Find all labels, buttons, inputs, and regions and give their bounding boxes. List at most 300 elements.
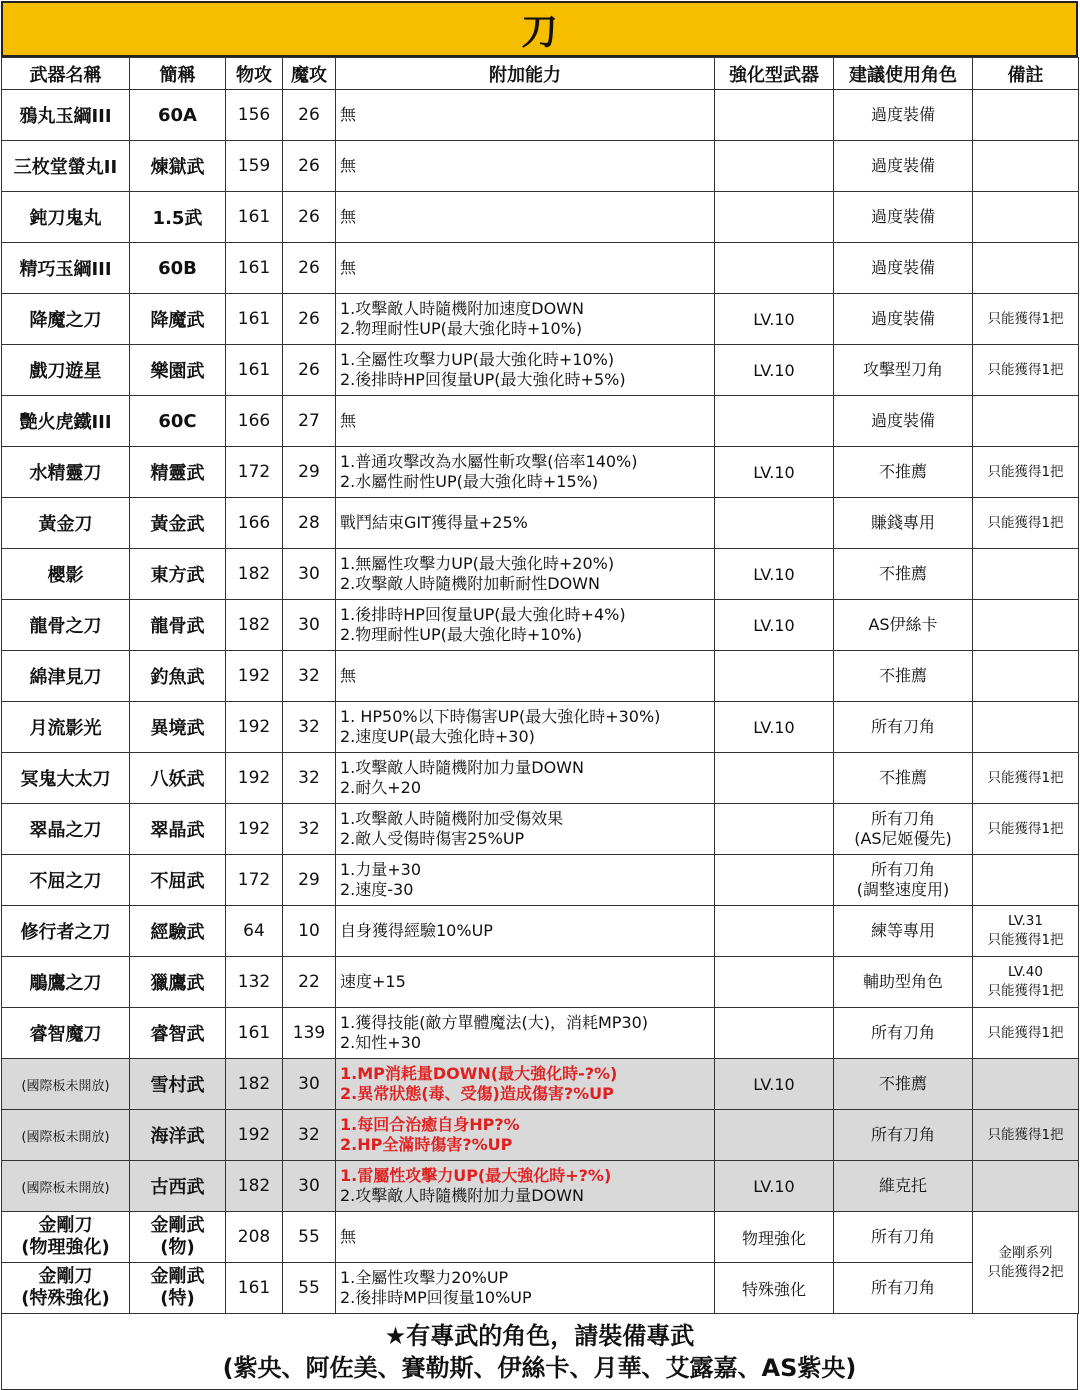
weapon-name: 鈍刀鬼丸	[29, 208, 102, 229]
magic-attack-cell: 30	[283, 549, 336, 600]
table-row	[2, 1110, 1079, 1161]
recommended-role: 過度裝備	[870, 105, 935, 124]
table-row	[2, 753, 1079, 804]
ability-line: 無	[340, 156, 357, 175]
ability-line: 2.速度UP(最大強化時+30)	[340, 727, 535, 746]
magic-attack-cell: 10	[283, 906, 336, 957]
weapon-name-cell	[2, 1161, 130, 1212]
recommended-role-cell	[834, 1008, 973, 1059]
enhance-type-cell: LV.10	[715, 702, 834, 753]
weapon-table	[1, 57, 1079, 1314]
table-row	[2, 855, 1079, 906]
table-row	[2, 957, 1079, 1008]
enhance-type-cell	[715, 753, 834, 804]
ability-cell	[336, 855, 715, 906]
magic-attack-cell: 28	[283, 498, 336, 549]
header-recommended-role: 建議使用角色	[834, 58, 973, 90]
recommended-role-cell	[834, 141, 973, 192]
recommended-role: AS伊絲卡	[868, 615, 938, 634]
recommended-role-cell	[834, 855, 973, 906]
abbreviation-cell	[130, 345, 226, 396]
ability-line: 1.MP消耗量DOWN(最大強化時-?%)	[340, 1064, 618, 1083]
ability-cell	[336, 1059, 715, 1110]
header-ability: 附加能力	[336, 58, 715, 90]
weapon-name-cell	[2, 1059, 130, 1110]
recommended-role-cell	[834, 906, 973, 957]
weapon-name: 櫻影	[47, 565, 84, 586]
weapon-name: (物理強化)	[21, 1237, 110, 1258]
ability-cell	[336, 600, 715, 651]
weapon-name: 鴉丸玉綱III	[19, 106, 112, 127]
note-cell	[973, 1212, 1079, 1314]
physical-attack-cell: 161	[226, 294, 283, 345]
weapon-name-cell	[2, 906, 130, 957]
table-row	[2, 600, 1079, 651]
ability-line: 1.攻擊敵人時隨機附加受傷效果	[340, 809, 564, 828]
ability-cell	[336, 1263, 715, 1314]
weapon-name-cell	[2, 396, 130, 447]
recommended-role: 過度裝備	[870, 207, 935, 226]
recommended-role: 所有刀角	[870, 809, 935, 828]
enhance-type-cell: LV.10	[715, 294, 834, 345]
magic-attack-cell: 22	[283, 957, 336, 1008]
weapon-name: 睿智魔刀	[29, 1024, 102, 1045]
physical-attack-cell: 159	[226, 141, 283, 192]
ability-line: 無	[340, 105, 357, 124]
abbreviation: (特)	[160, 1288, 195, 1309]
footer-line-1: ★有專武的角色，請裝備專武	[384, 1321, 695, 1350]
physical-attack-cell: 166	[226, 498, 283, 549]
physical-attack-cell: 182	[226, 549, 283, 600]
enhance-type-cell: LV.10	[715, 1059, 834, 1110]
table-row	[2, 498, 1079, 549]
weapon-name: 龍骨之刀	[29, 616, 102, 637]
abbreviation-cell	[130, 1263, 226, 1314]
ability-line: 2.物理耐性UP(最大強化時+10%)	[340, 625, 583, 644]
physical-attack-cell: 156	[226, 90, 283, 141]
abbreviation: 獵鷹武	[150, 973, 205, 994]
magic-attack-cell: 26	[283, 294, 336, 345]
recommended-role: 維克托	[878, 1176, 927, 1195]
ability-cell	[336, 702, 715, 753]
recommended-role-cell	[834, 396, 973, 447]
abbreviation-cell	[130, 243, 226, 294]
recommended-role: 過度裝備	[870, 258, 935, 277]
note-cell	[973, 1008, 1079, 1059]
ability-line: 無	[340, 207, 357, 226]
note-line: 只能獲得1把	[987, 1024, 1064, 1041]
enhance-type-cell	[715, 651, 834, 702]
abbreviation-cell	[130, 1110, 226, 1161]
magic-attack-cell: 55	[283, 1263, 336, 1314]
table-row	[2, 141, 1079, 192]
physical-attack-cell: 172	[226, 855, 283, 906]
enhance-type-cell	[715, 243, 834, 294]
ability-line: 1. HP50%以下時傷害UP(最大強化時+30%)	[340, 707, 661, 726]
recommended-role-cell	[834, 1161, 973, 1212]
physical-attack-cell: 192	[226, 702, 283, 753]
physical-attack-cell: 161	[226, 243, 283, 294]
recommended-role: 攻擊型刀角	[862, 360, 943, 379]
abbreviation-cell	[130, 396, 226, 447]
ability-cell	[336, 141, 715, 192]
abbreviation-cell	[130, 549, 226, 600]
table-row	[2, 294, 1079, 345]
abbreviation: 睿智武	[150, 1024, 205, 1045]
abbreviation-cell	[130, 957, 226, 1008]
weapon-name-cell	[2, 192, 130, 243]
ability-line: 速度+15	[340, 972, 406, 991]
abbreviation-cell	[130, 498, 226, 549]
note-line: 只能獲得1把	[987, 310, 1064, 327]
ability-line: 2.攻擊敵人時隨機附加力量DOWN	[340, 1186, 584, 1205]
abbreviation: 60C	[158, 410, 197, 432]
ability-line: 2.知性+30	[340, 1033, 422, 1052]
magic-attack-cell: 29	[283, 447, 336, 498]
note-cell	[973, 345, 1079, 396]
enhance-type-cell	[715, 855, 834, 906]
weapon-name: 不屈之刀	[29, 871, 102, 892]
weapon-name-cell	[2, 498, 130, 549]
abbreviation-cell	[130, 753, 226, 804]
weapon-name-cell	[2, 447, 130, 498]
note-cell	[973, 600, 1079, 651]
physical-attack-cell: 132	[226, 957, 283, 1008]
weapon-name-cell	[2, 600, 130, 651]
recommended-role: 賺錢專用	[870, 513, 935, 532]
recommended-role-cell	[834, 447, 973, 498]
weapon-name: (國際板未開放)	[21, 1129, 110, 1145]
weapon-name: 冥鬼大太刀	[20, 769, 111, 790]
abbreviation: 金剛武	[150, 1266, 205, 1287]
weapon-name: 金剛刀	[38, 1266, 93, 1287]
abbreviation: 古西武	[150, 1177, 205, 1198]
abbreviation: 60A	[158, 104, 197, 126]
abbreviation-cell	[130, 1008, 226, 1059]
weapon-name: 鵰鷹之刀	[29, 973, 102, 994]
weapon-name-cell	[2, 855, 130, 906]
ability-line: 1.獲得技能(敵方單體魔法(大)，消耗MP30)	[340, 1013, 649, 1032]
abbreviation-cell	[130, 1161, 226, 1212]
note-cell	[973, 396, 1079, 447]
note-cell	[973, 294, 1079, 345]
ability-line: 無	[340, 258, 357, 277]
weapon-name: (國際板未開放)	[21, 1078, 110, 1094]
recommended-role-cell	[834, 600, 973, 651]
magic-attack-cell: 26	[283, 192, 336, 243]
table-row	[2, 90, 1079, 141]
weapon-name: (特殊強化)	[21, 1288, 110, 1309]
physical-attack-cell: 192	[226, 651, 283, 702]
recommended-role: 所有刀角	[870, 860, 935, 879]
enhance-type-cell	[715, 1110, 834, 1161]
enhance-type-cell	[715, 141, 834, 192]
ability-cell	[336, 1110, 715, 1161]
physical-attack-cell: 182	[226, 1161, 283, 1212]
physical-attack-cell: 161	[226, 1263, 283, 1314]
recommended-role-cell	[834, 1059, 973, 1110]
table-row	[2, 447, 1079, 498]
ability-line: 自身獲得經驗10%UP	[340, 921, 493, 940]
note-cell	[973, 957, 1079, 1008]
note-line: 只能獲得1把	[987, 932, 1064, 948]
recommended-role: 所有刀角	[870, 1227, 935, 1246]
abbreviation: 樂園武	[150, 361, 205, 382]
magic-attack-cell: 30	[283, 1161, 336, 1212]
table-row	[2, 1212, 1079, 1263]
note-cell	[973, 1161, 1079, 1212]
note-cell	[973, 1059, 1079, 1110]
ability-line: 2.後排時MP回復量10%UP	[340, 1288, 532, 1307]
ability-cell	[336, 753, 715, 804]
ability-cell	[336, 90, 715, 141]
note-line: 只能獲得1把	[987, 1126, 1064, 1143]
magic-attack-cell: 32	[283, 1110, 336, 1161]
note-line: 只能獲得1把	[987, 769, 1064, 786]
note-line: 只能獲得2把	[987, 1263, 1064, 1280]
physical-attack-cell: 208	[226, 1212, 283, 1263]
magic-attack-cell: 30	[283, 600, 336, 651]
enhance-type-cell	[715, 906, 834, 957]
ability-cell	[336, 1161, 715, 1212]
enhance-type-cell	[715, 804, 834, 855]
footer-note	[1, 1314, 1078, 1390]
abbreviation: 黃金武	[150, 514, 205, 535]
recommended-role-cell	[834, 192, 973, 243]
abbreviation: 經驗武	[150, 922, 205, 943]
weapon-name-cell	[2, 702, 130, 753]
physical-attack-cell: 166	[226, 396, 283, 447]
ability-cell	[336, 345, 715, 396]
enhance-type-cell: LV.10	[715, 600, 834, 651]
note-line: 只能獲得1把	[987, 361, 1064, 378]
recommended-role-cell	[834, 651, 973, 702]
recommended-role: 所有刀角	[870, 717, 935, 736]
enhance-type-cell: LV.10	[715, 345, 834, 396]
recommended-role-cell	[834, 957, 973, 1008]
recommended-role-cell	[834, 294, 973, 345]
weapon-name: (國際板未開放)	[21, 1180, 110, 1196]
abbreviation-cell	[130, 1059, 226, 1110]
note-cell	[973, 243, 1079, 294]
ability-line: 2.耐久+20	[340, 778, 422, 797]
abbreviation: 釣魚武	[150, 667, 205, 688]
physical-attack-cell: 192	[226, 1110, 283, 1161]
ability-line: 戰鬥結束GIT獲得量+25%	[340, 513, 528, 532]
magic-attack-cell: 32	[283, 753, 336, 804]
ability-cell	[336, 447, 715, 498]
header-row	[2, 58, 1079, 90]
physical-attack-cell: 161	[226, 345, 283, 396]
note-line: LV.31	[1007, 913, 1043, 929]
table-row	[2, 396, 1079, 447]
ability-line: 1.後排時HP回復量UP(最大強化時+4%)	[340, 605, 626, 624]
magic-attack-cell: 32	[283, 651, 336, 702]
physical-attack-cell: 64	[226, 906, 283, 957]
note-line: 只能獲得1把	[987, 514, 1064, 531]
abbreviation-cell	[130, 294, 226, 345]
note-cell	[973, 804, 1079, 855]
abbreviation-cell	[130, 141, 226, 192]
weapon-name: 降魔之刀	[29, 310, 102, 331]
recommended-role-cell	[834, 1110, 973, 1161]
abbreviation: 降魔武	[150, 310, 205, 331]
weapon-name-cell	[2, 1008, 130, 1059]
ability-cell	[336, 396, 715, 447]
recommended-role: 不推薦	[878, 666, 927, 685]
enhance-type-cell: LV.10	[715, 447, 834, 498]
header-note: 備註	[973, 58, 1079, 90]
ability-line: 1.雷屬性攻擊力UP(最大強化時+?%)	[340, 1166, 612, 1185]
abbreviation-cell	[130, 600, 226, 651]
header-enhance-type: 強化型武器	[715, 58, 834, 90]
abbreviation: 1.5武	[152, 208, 203, 229]
physical-attack-cell: 161	[226, 192, 283, 243]
weapon-sheet	[1, 1, 1078, 1390]
magic-attack-cell: 55	[283, 1212, 336, 1263]
ability-cell	[336, 1212, 715, 1263]
weapon-name: 月流影光	[29, 718, 102, 739]
recommended-role-cell	[834, 702, 973, 753]
table-row	[2, 1161, 1079, 1212]
weapon-name-cell	[2, 651, 130, 702]
ability-line: 2.水屬性耐性UP(最大強化時+15%)	[340, 472, 599, 491]
recommended-role: 不推薦	[878, 1074, 927, 1093]
ability-cell	[336, 906, 715, 957]
abbreviation-cell	[130, 192, 226, 243]
abbreviation: 東方武	[150, 565, 205, 586]
note-cell	[973, 498, 1079, 549]
enhance-type-cell	[715, 1008, 834, 1059]
enhance-type-cell	[715, 192, 834, 243]
recommended-role: 所有刀角	[870, 1125, 935, 1144]
note-cell	[973, 753, 1079, 804]
table-row	[2, 243, 1079, 294]
weapon-name-cell	[2, 294, 130, 345]
ability-line: 2.物理耐性UP(最大強化時+10%)	[340, 319, 583, 338]
note-cell	[973, 855, 1079, 906]
weapon-name-cell	[2, 753, 130, 804]
weapon-name-cell	[2, 1212, 130, 1263]
table-row	[2, 906, 1079, 957]
abbreviation-cell	[130, 702, 226, 753]
enhance-type-cell: 物理強化	[715, 1212, 834, 1263]
ability-line: 2.速度-30	[340, 880, 414, 899]
recommended-role-cell	[834, 90, 973, 141]
recommended-role: (AS尼姬優先)	[854, 829, 952, 848]
abbreviation-cell	[130, 855, 226, 906]
header-abbreviation: 簡稱	[130, 58, 226, 90]
magic-attack-cell: 26	[283, 345, 336, 396]
weapon-name: 修行者之刀	[20, 922, 111, 943]
note-cell	[973, 1110, 1079, 1161]
recommended-role-cell	[834, 243, 973, 294]
weapon-name: 翠晶之刀	[29, 820, 102, 841]
abbreviation-cell	[130, 447, 226, 498]
note-cell	[973, 90, 1079, 141]
ability-line: 1.力量+30	[340, 860, 422, 879]
enhance-type-cell: LV.10	[715, 1161, 834, 1212]
magic-attack-cell: 26	[283, 90, 336, 141]
weapon-name: 水精靈刀	[29, 463, 102, 484]
recommended-role: 練等專用	[870, 921, 935, 940]
weapon-name-cell	[2, 243, 130, 294]
weapon-rows	[2, 90, 1079, 1314]
weapon-name-cell	[2, 1263, 130, 1314]
physical-attack-cell: 161	[226, 1008, 283, 1059]
note-line: 只能獲得1把	[987, 463, 1064, 480]
ability-line: 無	[340, 411, 357, 430]
note-line: 只能獲得1把	[987, 983, 1064, 999]
note-cell	[973, 192, 1079, 243]
ability-line: 2.HP全滿時傷害?%UP	[340, 1135, 513, 1154]
recommended-role: 不推薦	[878, 564, 927, 583]
ability-line: 1.攻擊敵人時隨機附加速度DOWN	[340, 299, 584, 318]
abbreviation: 60B	[158, 257, 197, 279]
header-magic-attack: 魔攻	[283, 58, 336, 90]
recommended-role: 所有刀角	[870, 1023, 935, 1042]
magic-attack-cell: 29	[283, 855, 336, 906]
abbreviation: 翠晶武	[150, 820, 205, 841]
abbreviation: 異境武	[150, 718, 205, 739]
header-weapon-name: 武器名稱	[2, 58, 130, 90]
enhance-type-cell: 特殊強化	[715, 1263, 834, 1314]
ability-line: 1.全屬性攻擊力UP(最大強化時+10%)	[340, 350, 615, 369]
abbreviation: 海洋武	[150, 1126, 205, 1147]
ability-cell	[336, 294, 715, 345]
note-cell	[973, 651, 1079, 702]
ability-line: 1.普通攻擊改為水屬性斬攻擊(倍率140%)	[340, 452, 638, 471]
note-cell	[973, 447, 1079, 498]
sheet-title: 刀	[1, 1, 1078, 57]
recommended-role-cell	[834, 345, 973, 396]
ability-line: 無	[340, 1227, 357, 1246]
magic-attack-cell: 30	[283, 1059, 336, 1110]
ability-line: 1.無屬性攻擊力UP(最大強化時+20%)	[340, 554, 615, 573]
abbreviation-cell	[130, 651, 226, 702]
ability-line: 1.全屬性攻擊力20%UP	[340, 1268, 509, 1287]
weapon-name-cell	[2, 345, 130, 396]
enhance-type-cell: LV.10	[715, 549, 834, 600]
ability-cell	[336, 498, 715, 549]
weapon-name: 綿津見刀	[29, 667, 102, 688]
recommended-role-cell	[834, 1212, 973, 1263]
abbreviation-cell	[130, 1212, 226, 1263]
ability-cell	[336, 1008, 715, 1059]
recommended-role: 輔助型角色	[862, 972, 943, 991]
abbreviation-cell	[130, 90, 226, 141]
ability-line: 1.每回合治癒自身HP?%	[340, 1115, 520, 1134]
weapon-name-cell	[2, 804, 130, 855]
abbreviation: 龍骨武	[150, 616, 205, 637]
recommended-role: (調整速度用)	[856, 880, 950, 899]
physical-attack-cell: 192	[226, 804, 283, 855]
table-row	[2, 192, 1079, 243]
ability-line: 1.攻擊敵人時隨機附加力量DOWN	[340, 758, 584, 777]
weapon-name-cell	[2, 90, 130, 141]
recommended-role-cell	[834, 1263, 973, 1314]
note-cell	[973, 702, 1079, 753]
physical-attack-cell: 172	[226, 447, 283, 498]
physical-attack-cell: 182	[226, 600, 283, 651]
header-physical-attack: 物攻	[226, 58, 283, 90]
note-cell	[973, 906, 1079, 957]
magic-attack-cell: 32	[283, 702, 336, 753]
physical-attack-cell: 192	[226, 753, 283, 804]
ability-line: 2.攻擊敵人時隨機附加斬耐性DOWN	[340, 574, 600, 593]
ability-cell	[336, 243, 715, 294]
enhance-type-cell	[715, 957, 834, 1008]
